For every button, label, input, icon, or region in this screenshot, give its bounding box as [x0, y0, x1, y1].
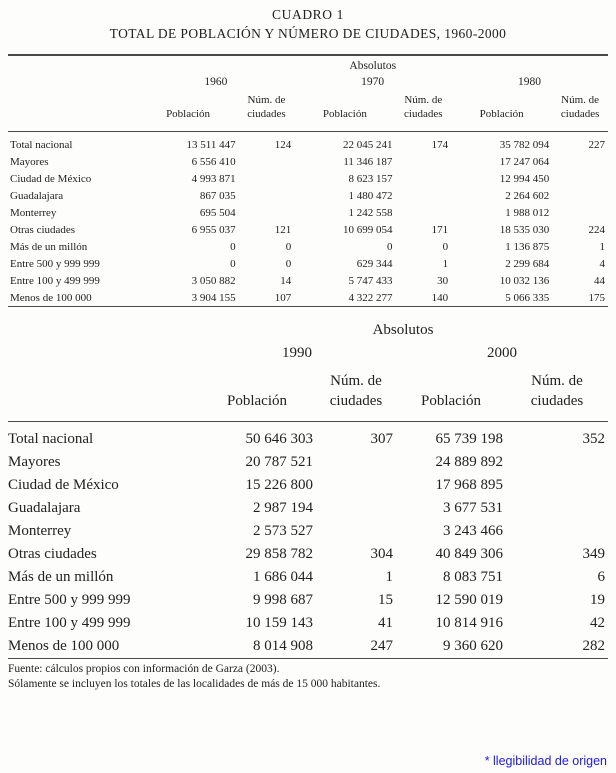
cell-value: 5 066 335	[505, 291, 550, 304]
row-label: Entre 500 y 999 999	[10, 257, 100, 270]
col-header-poblacion: Población	[396, 370, 506, 422]
table-row	[8, 204, 608, 221]
cell-value: 0	[230, 240, 236, 253]
cell-value: 11 346 187	[343, 155, 393, 168]
cell-value: 1 136 875	[505, 240, 550, 253]
cell-value	[552, 204, 608, 221]
spacer-cell	[8, 73, 137, 92]
source-footnote: Fuente: cálculos propios con información de Garza (2003).	[8, 663, 280, 675]
cell-value: 1 480 472	[348, 189, 393, 202]
cell-value: 1 242 558	[348, 206, 393, 219]
cell-value: 4 993 871	[191, 172, 236, 185]
table-row	[8, 170, 608, 187]
table-row	[8, 272, 608, 289]
population-table-1990-2000	[8, 320, 608, 659]
cell-value: 124	[274, 138, 292, 151]
cell-value	[506, 520, 608, 543]
year-header-2000: 2000	[487, 345, 518, 361]
cell-value: 42	[590, 615, 606, 631]
spacer-cell	[8, 92, 137, 131]
cell-value: 40 849 306	[435, 546, 503, 562]
cell-value: 1 988 012	[505, 206, 550, 219]
cell-value	[239, 153, 295, 170]
column-header-row	[8, 370, 608, 422]
cell-value	[239, 204, 295, 221]
group-header-absolutos: Absolutos	[372, 322, 434, 338]
cell-value: 17 247 064	[499, 155, 550, 168]
cell-value: 9 360 620	[443, 638, 503, 654]
cell-value: 50 646 303	[245, 431, 313, 447]
col-header-poblacion: Población	[198, 370, 316, 422]
footnotes-block	[8, 662, 608, 692]
group-header-row	[8, 55, 608, 73]
col-header-num-ciudades: Núm. de ciudades	[239, 92, 295, 131]
legibility-annotation: * llegibilidad de origen	[484, 754, 607, 768]
spacer-cell	[8, 341, 198, 370]
table-body	[8, 422, 608, 659]
year-header-row	[8, 341, 608, 370]
cell-value	[395, 204, 451, 221]
cell-value: 171	[431, 223, 449, 236]
spacer-cell	[8, 55, 137, 73]
cell-value: 29 858 782	[245, 546, 313, 562]
row-label: Mayores	[10, 155, 49, 168]
cell-value: 0	[442, 240, 449, 253]
cell-value: 41	[378, 615, 393, 631]
cell-value: 224	[588, 223, 605, 236]
table-row	[8, 131, 608, 153]
cell-value: 3 050 882	[191, 274, 236, 287]
population-table-1960-1980	[8, 54, 608, 307]
table-row	[8, 474, 608, 497]
cell-value: 6 955 037	[191, 223, 236, 236]
cell-value: 4 322 277	[348, 291, 393, 304]
cell-value: 1	[442, 257, 449, 270]
year-header-1990: 1990	[282, 345, 312, 361]
cell-value: 140	[431, 291, 449, 304]
row-label: Menos de 100 000	[8, 638, 120, 654]
cell-value: 19	[590, 592, 606, 608]
cell-value: 14	[280, 274, 292, 287]
cell-value: 349	[582, 546, 606, 562]
cell-value: 6 556 410	[191, 155, 236, 168]
table-row	[8, 289, 608, 307]
cell-value	[316, 451, 396, 474]
cell-value: 10 032 136	[499, 274, 550, 287]
cell-value	[506, 451, 608, 474]
cell-value: 282	[582, 638, 606, 654]
cell-value: 121	[274, 223, 292, 236]
group-header-absolutos: Absolutos	[349, 60, 397, 72]
cell-value: 44	[594, 274, 605, 287]
cell-value: 10 159 143	[245, 615, 313, 631]
column-header-row	[8, 92, 608, 131]
cell-value: 22 045 241	[342, 138, 393, 151]
table-row	[8, 255, 608, 272]
cell-value: 174	[431, 138, 449, 151]
cell-value: 3 243 466	[443, 523, 503, 539]
cell-value: 1	[385, 569, 393, 585]
cell-value	[239, 170, 295, 187]
cell-value: 3 677 531	[443, 500, 503, 516]
table-row	[8, 543, 608, 566]
cell-value	[395, 170, 451, 187]
inclusion-footnote: Sólamente se incluyen los totales de las localidades de más de 15 000 habitantes.	[8, 677, 381, 690]
cell-value: 13 511 447	[186, 138, 236, 151]
cell-value: 107	[274, 291, 292, 304]
cell-value	[552, 153, 608, 170]
year-header-1960: 1960	[204, 76, 228, 88]
row-label: Más de un millón	[8, 569, 114, 585]
table-row	[8, 451, 608, 474]
cell-value: 629 344	[356, 257, 393, 270]
row-label: Total nacional	[10, 138, 73, 151]
cell-value: 1 686 044	[253, 569, 313, 585]
cell-value: 15 226 800	[245, 477, 313, 493]
col-header-poblacion: Población	[294, 92, 395, 131]
row-label: Monterrey	[8, 523, 72, 539]
col-header-num-ciudades: Núm. de ciudades	[316, 370, 396, 422]
cell-value: 0	[285, 257, 292, 270]
row-label: Guadalajara	[10, 189, 64, 202]
year-header-1970: 1970	[361, 76, 385, 88]
cell-value: 4	[599, 257, 605, 270]
cell-value	[316, 497, 396, 520]
cell-value: 307	[370, 431, 393, 447]
row-label: Entre 500 y 999 999	[8, 592, 131, 608]
row-label: Ciudad de México	[10, 172, 92, 185]
row-label: Otras ciudades	[8, 546, 97, 562]
cell-value	[239, 187, 295, 204]
row-label: Total nacional	[8, 431, 94, 447]
cell-value: 65 739 198	[435, 431, 503, 447]
table-row	[8, 238, 608, 255]
table-row	[8, 589, 608, 612]
cell-value	[506, 497, 608, 520]
col-header-poblacion: Población	[451, 92, 552, 131]
table-row	[8, 566, 608, 589]
col-header-poblacion: Población	[137, 92, 238, 131]
cell-value: 30	[437, 274, 449, 287]
cell-value	[506, 474, 608, 497]
cell-value: 247	[370, 638, 393, 654]
cell-value	[552, 187, 608, 204]
table-row	[8, 497, 608, 520]
cell-value: 10 814 916	[435, 615, 503, 631]
cell-value: 12 994 450	[499, 172, 550, 185]
cell-value: 20 787 521	[245, 454, 313, 470]
spacer-cell	[8, 370, 198, 422]
cell-value: 18 535 030	[499, 223, 550, 236]
col-header-num-ciudades: Núm. de ciudades	[395, 92, 451, 131]
table-number-title: CUADRO 1	[272, 7, 344, 22]
year-header-row	[8, 73, 608, 92]
cell-value: 0	[285, 240, 292, 253]
table-row	[8, 635, 608, 659]
row-label: Ciudad de México	[8, 477, 119, 493]
cell-value: 8 014 908	[253, 638, 313, 654]
cell-value: 867 035	[199, 189, 236, 202]
row-label: Menos de 100 000	[10, 291, 92, 304]
cell-value: 2 987 194	[253, 500, 313, 516]
cell-value: 0	[230, 257, 236, 270]
cell-value: 35 782 094	[499, 138, 550, 151]
table-subtitle: TOTAL DE POBLACIÓN Y NÚMERO DE CIUDADES, 1960-2000	[109, 26, 507, 41]
cell-value: 12 590 019	[435, 592, 503, 608]
cell-value: 304	[370, 546, 393, 562]
spacer-cell	[8, 320, 198, 341]
cell-value: 6	[597, 569, 606, 585]
col-header-num-ciudades: Núm. de ciudades	[506, 370, 608, 422]
cell-value: 352	[582, 431, 606, 447]
cell-value: 17 968 895	[435, 477, 503, 493]
row-label: Monterrey	[10, 206, 57, 219]
cell-value: 2 573 527	[253, 523, 313, 539]
row-label: Entre 100 y 499 999	[8, 615, 131, 631]
cell-value: 695 504	[199, 206, 236, 219]
year-header-1980: 1980	[518, 76, 542, 88]
document-title-block	[0, 0, 616, 42]
cell-value: 227	[588, 138, 605, 151]
cell-value: 10 699 054	[342, 223, 393, 236]
cell-value: 5 747 433	[348, 274, 393, 287]
cell-value: 8 083 751	[443, 569, 503, 585]
cell-value: 8 623 157	[348, 172, 393, 185]
cell-value	[552, 170, 608, 187]
row-label: Guadalajara	[8, 500, 81, 516]
cell-value: 3 904 155	[191, 291, 236, 304]
cell-value: 2 299 684	[505, 257, 550, 270]
cell-value	[316, 520, 396, 543]
table-row	[8, 153, 608, 170]
cell-value: 15	[378, 592, 393, 608]
col-header-num-ciudades: Núm. de ciudades	[552, 92, 608, 131]
table-row	[8, 221, 608, 238]
cell-value: 9 998 687	[253, 592, 313, 608]
table-row	[8, 612, 608, 635]
cell-value: 24 889 892	[435, 454, 503, 470]
cell-value	[395, 187, 451, 204]
cell-value: 1	[599, 240, 605, 253]
cell-value	[316, 474, 396, 497]
row-label: Mayores	[8, 454, 61, 470]
cell-value: 2 264 602	[505, 189, 550, 202]
row-label: Entre 100 y 499 999	[10, 274, 100, 287]
cell-value: 0	[386, 240, 393, 253]
table-row	[8, 520, 608, 543]
cell-value: 175	[588, 291, 605, 304]
table-body	[8, 131, 608, 307]
table-row	[8, 422, 608, 452]
row-label: Otras ciudades	[10, 223, 76, 236]
row-label: Más de un millón	[10, 240, 88, 253]
cell-value	[395, 153, 451, 170]
group-header-row	[8, 320, 608, 341]
table-row	[8, 187, 608, 204]
